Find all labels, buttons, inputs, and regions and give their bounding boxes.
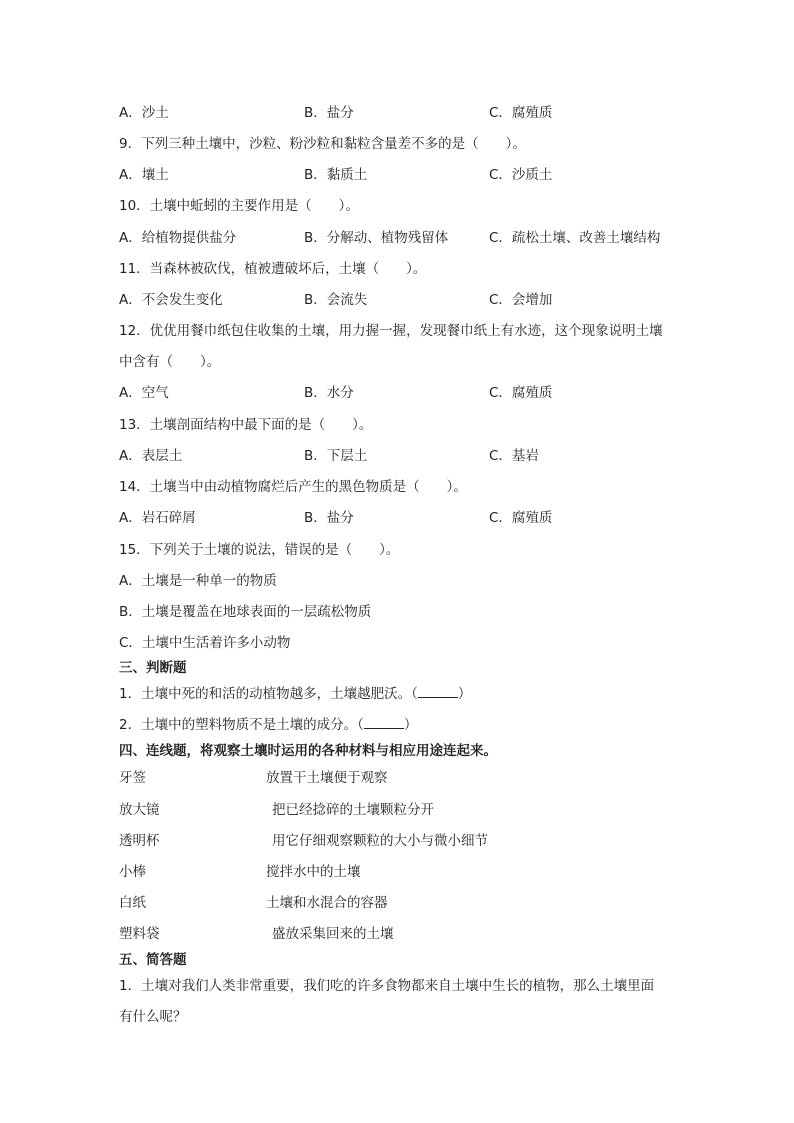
q13-option-c: C．基岩 xyxy=(489,448,539,464)
q10-option-c: C．疏松土壤、改善土壤结构 xyxy=(489,230,661,246)
match-left-3[interactable]: 透明杯 xyxy=(119,833,160,849)
q14-option-a: A．岩石碎屑 xyxy=(119,510,196,526)
q8-option-a: A．沙土 xyxy=(119,105,169,121)
section5-title: 五、简答题 xyxy=(119,952,187,968)
q12-option-a: A．空气 xyxy=(119,385,169,401)
q15-option-a: A．土壤是一种单一的物质 xyxy=(119,573,277,589)
section4-title: 四、连线题，将观察土壤时运用的各种材料与相应用途连起来。 xyxy=(119,743,497,759)
short-answer-q1-line1: 1．土壤对我们人类非常重要，我们吃的许多食物都来自土壤中生长的植物，那么土壤里面 xyxy=(119,978,655,994)
q10-option-a: A．给植物提供盐分 xyxy=(119,230,237,246)
match-left-1[interactable]: 牙签 xyxy=(119,770,146,786)
judge-item-1-text: 1．土壤中死的和活的动植物越多，土壤越肥沃。（ xyxy=(119,686,418,702)
q13-option-b: B．下层土 xyxy=(304,448,368,464)
q12-option-c: C．腐殖质 xyxy=(489,385,553,401)
judge-item-2-close: ） xyxy=(403,717,418,733)
match-right-1[interactable]: 放置干土壤便于观察 xyxy=(266,770,388,786)
q9-option-b: B．黏质土 xyxy=(304,167,368,183)
match-left-4[interactable]: 小棒 xyxy=(119,864,146,880)
q13-stem: 13．土壤剖面结构中最下面的是（ ）。 xyxy=(119,417,373,433)
q11-stem: 11．当森林被砍伐，植被遭破坏后，土壤（ ）。 xyxy=(119,261,427,277)
judge-item-2-blank[interactable] xyxy=(364,716,404,729)
match-right-4[interactable]: 搅拌水中的土壤 xyxy=(266,864,361,880)
match-right-6[interactable]: 盛放采集回来的土壤 xyxy=(272,926,394,942)
match-left-2[interactable]: 放大镜 xyxy=(119,802,160,818)
match-left-5[interactable]: 白纸 xyxy=(119,895,146,911)
judge-item-1-blank[interactable] xyxy=(418,685,458,698)
q15-option-c: C．土壤中生活着许多小动物 xyxy=(119,635,291,651)
q11-option-c: C．会增加 xyxy=(489,292,553,308)
q15-stem: 15．下列关于土壤的说法，错误的是（ ）。 xyxy=(119,542,400,558)
q15-option-b: B．土壤是覆盖在地球表面的一层疏松物质 xyxy=(119,604,372,620)
q12-option-b: B．水分 xyxy=(304,385,354,401)
q10-option-b: B．分解动、植物残留体 xyxy=(304,230,449,246)
judge-item-1 xyxy=(119,685,471,703)
q14-option-c: C．腐殖质 xyxy=(489,510,553,526)
match-right-3[interactable]: 用它仔细观察颗粒的大小与微小细节 xyxy=(272,833,488,849)
match-right-2[interactable]: 把已经捻碎的土壤颗粒分开 xyxy=(272,802,434,818)
judge-item-1-close: ） xyxy=(457,686,472,702)
match-right-5[interactable]: 土壤和水混合的容器 xyxy=(266,895,388,911)
q9-option-a: A．壤土 xyxy=(119,167,169,183)
q14-stem: 14．土壤当中由动植物腐烂后产生的黑色物质是（ ）。 xyxy=(119,479,467,495)
q14-option-b: B．盐分 xyxy=(304,510,354,526)
match-left-6[interactable]: 塑料袋 xyxy=(119,926,160,942)
q9-stem: 9．下列三种土壤中，沙粒、粉沙粒和黏粒含量差不多的是（ ）。 xyxy=(119,136,526,152)
short-answer-q1-line2: 有什么呢？ xyxy=(119,1009,187,1025)
q8-option-b: B．盐分 xyxy=(304,105,354,121)
q11-option-b: B．会流失 xyxy=(304,292,368,308)
section3-title: 三、判断题 xyxy=(119,660,187,676)
q12-stem-line2: 中含有（ ）。 xyxy=(119,354,221,370)
q9-option-c: C．沙质土 xyxy=(489,167,553,183)
q8-option-c: C．腐殖质 xyxy=(489,105,553,121)
q13-option-a: A．表层土 xyxy=(119,448,183,464)
judge-item-2 xyxy=(119,716,417,734)
q10-stem: 10．土壤中蚯蚓的主要作用是（ ）。 xyxy=(119,198,359,214)
q11-option-a: A．不会发生变化 xyxy=(119,292,223,308)
q12-stem-line1: 12．优优用餐巾纸包住收集的土壤，用力握一握，发现餐巾纸上有水迹，这个现象说明土壤 xyxy=(119,323,663,339)
judge-item-2-text: 2．土壤中的塑料物质不是土壤的成分。（ xyxy=(119,717,364,733)
